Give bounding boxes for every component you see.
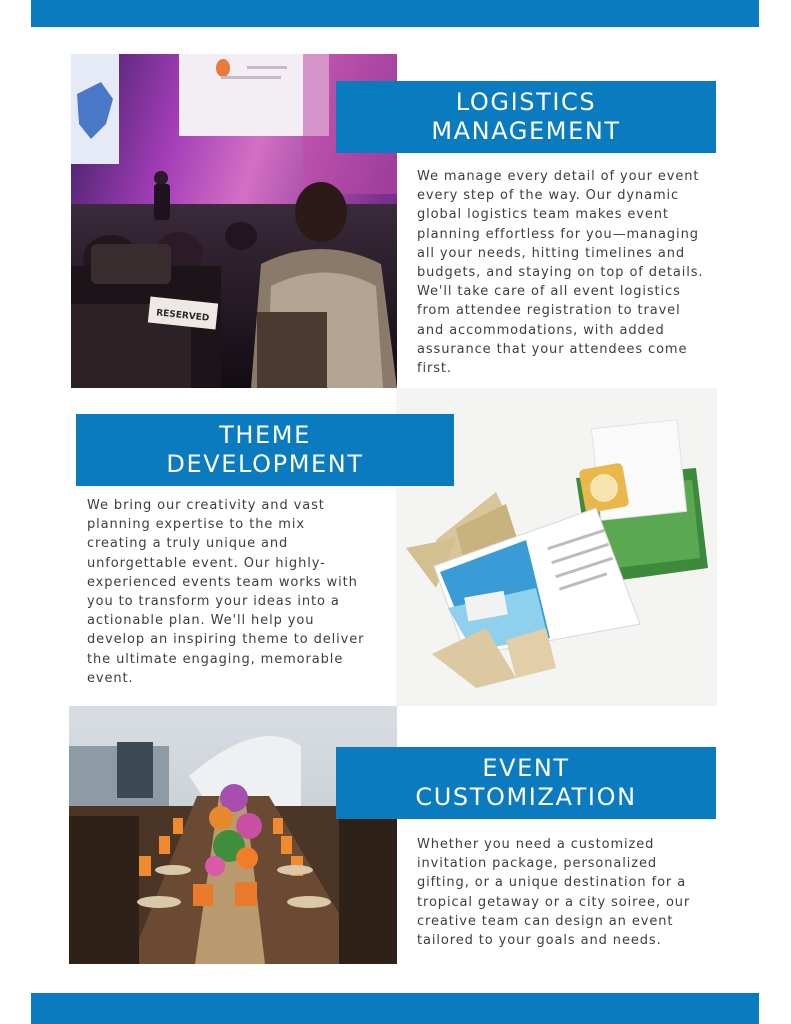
text-line: We manage every detail of your event	[417, 169, 700, 184]
event-customization-heading	[336, 747, 716, 819]
text-line: gifting, or a unique destination for a	[417, 875, 687, 891]
text-line: We'll take care of all event logistics	[417, 284, 681, 300]
text-line: from attendee registration to travel	[417, 303, 681, 319]
text-line: and accommodations, with added	[417, 322, 665, 338]
logistics-heading-line-2: MANAGEMENT	[431, 117, 621, 145]
theme-description	[87, 496, 364, 688]
text-line: creative team can design an event	[417, 913, 674, 929]
top-banner-bar	[31, 0, 759, 27]
text-line: global logistics team makes event	[417, 207, 669, 223]
text-line: planning expertise to the mix	[87, 517, 305, 533]
text-line: the ultimate engaging, memorable	[87, 651, 344, 667]
customization-heading-line-2: CUSTOMIZATION	[415, 783, 637, 811]
logistics-management-heading	[336, 81, 716, 153]
text-line: We bring our creativity and vast	[87, 498, 325, 513]
text-line: actionable plan. We'll help you	[87, 613, 315, 629]
theme-heading-line-2: DEVELOPMENT	[166, 450, 364, 478]
text-line: tropical getaway or a city soiree, our	[417, 894, 691, 910]
banquet-table-photo	[69, 706, 397, 964]
text-line: event.	[87, 670, 134, 686]
text-line: all your needs, hitting timelines and	[417, 245, 685, 261]
text-line: every step of the way. Our dynamic	[417, 188, 680, 204]
text-line: first.	[417, 361, 452, 377]
customization-heading-line-1: EVENT	[482, 754, 570, 782]
text-line: creating a truly unique and	[87, 536, 289, 552]
text-line: experienced events team works with	[87, 574, 358, 590]
text-line: develop an inspiring theme to deliver	[87, 632, 365, 648]
text-line: planning effortless for you—managing	[417, 226, 699, 242]
text-line: budgets, and staying on top of details.	[417, 265, 704, 281]
theme-heading-line-1: THEME	[219, 421, 311, 449]
text-line: unforgettable event. Our highly-	[87, 555, 326, 571]
text-line: invitation package, personalized	[417, 856, 658, 872]
logistics-description	[417, 167, 703, 378]
reserved-sign: RESERVED	[155, 308, 210, 324]
logistics-heading-line-1: LOGISTICS	[455, 88, 597, 116]
text-line: assurance that your attendees come	[417, 341, 688, 357]
text-line: you to transform your ideas into a	[87, 594, 340, 610]
text-line: Whether you need a customized	[417, 837, 655, 852]
customization-description	[417, 835, 690, 950]
bottom-banner-bar	[31, 993, 759, 1024]
theme-development-heading	[76, 414, 454, 486]
text-line: tailored to your goals and needs.	[417, 933, 662, 949]
